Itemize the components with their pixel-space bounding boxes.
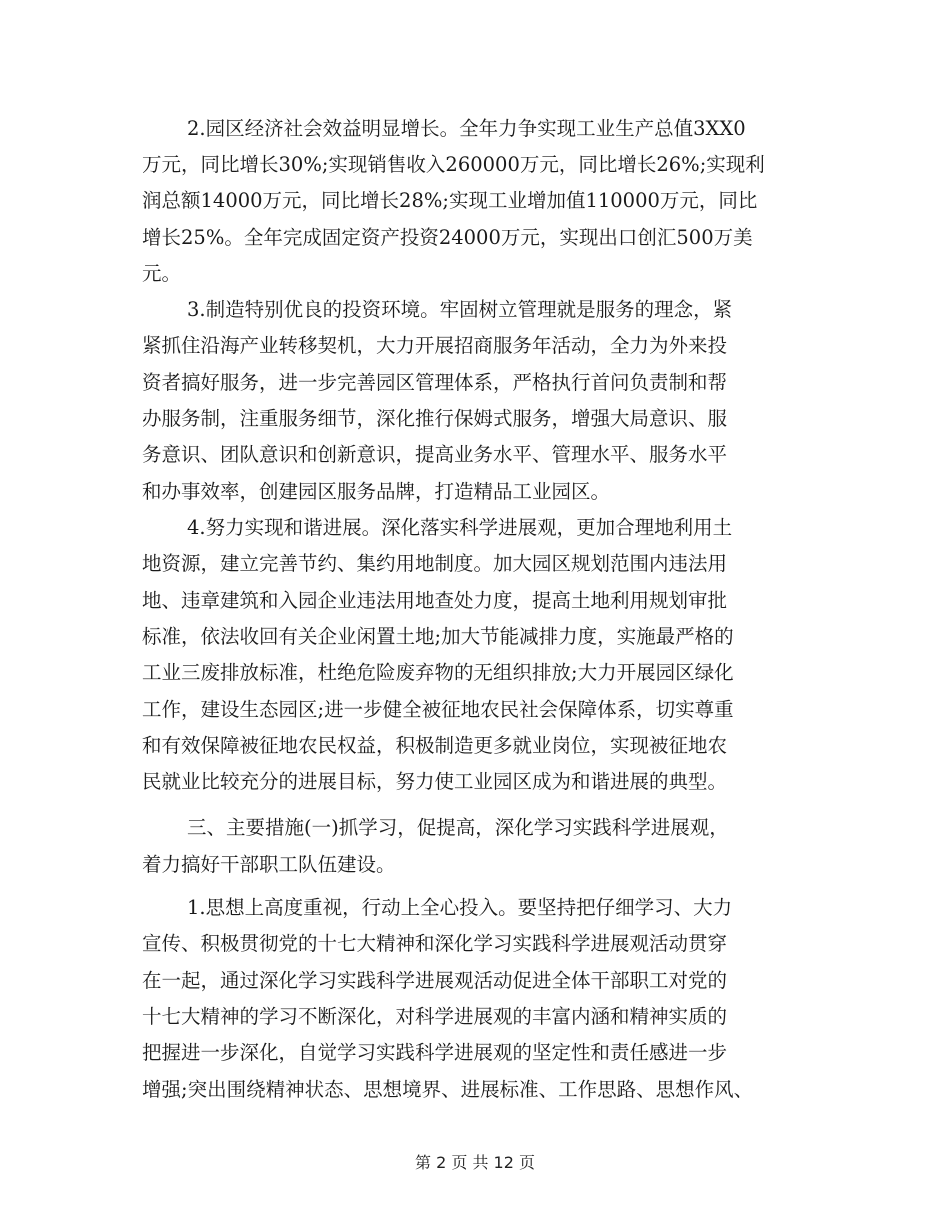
text-line: 务意识、团队意识和创新意识，提高业务水平、管理水平、服务水平 bbox=[142, 443, 728, 466]
section-heading: 着力搞好干部职工队伍建设。 bbox=[142, 853, 396, 876]
text-line: 在一起，通过深化学习实践科学进展观活动促进全体干部职工对党的 bbox=[142, 969, 728, 992]
text-line: 地资源，建立完善节约、集约用地制度。加大园区规划范围内违法用 bbox=[142, 552, 728, 575]
text-line: 工业三废排放标准，杜绝危险废弃物的无组织排放;大力开展园区绿化 bbox=[142, 661, 734, 684]
text-line: 工作，建设生态园区;进一步健全被征地农民社会保障体系，切实尊重 bbox=[142, 698, 734, 721]
text-line: 把握进一步深化，自觉学习实践科学进展观的坚定性和责任感进一步 bbox=[142, 1041, 728, 1064]
text-line: 和有效保障被征地农民权益，积极制造更多就业岗位，实现被征地农 bbox=[142, 734, 728, 757]
text-line: 增强;突出围绕精神状态、思想境界、进展标准、工作思路、思想作风、 bbox=[142, 1078, 754, 1101]
text-line: 元。 bbox=[142, 262, 182, 285]
text-line: 2.园区经济社会效益明显增长。全年力争实现工业生产总值3XX0 bbox=[187, 117, 746, 140]
section-heading: 三、主要措施(一)抓学习，促提高，深化学习实践科学进展观， bbox=[187, 816, 729, 839]
text-line: 紧抓住沿海产业转移契机，大力开展招商服务年活动，全力为外来投 bbox=[142, 334, 728, 357]
text-line: 办服务制，注重服务细节，深化推行保姆式服务，增强大局意识、服 bbox=[142, 407, 728, 430]
text-line: 资者搞好服务，进一步完善园区管理体系，严格执行首问负责制和帮 bbox=[142, 371, 728, 394]
text-line: 和办事效率，创建园区服务品牌，打造精品工业园区。 bbox=[142, 480, 611, 503]
page-footer: 第 2 页 共 12 页 bbox=[415, 1153, 535, 1172]
text-line: 1.思想上高度重视，行动上全心投入。要坚持把仔细学习、大力 bbox=[187, 896, 733, 919]
text-line: 地、违章建筑和入园企业违法用地查处力度，提高土地利用规划审批 bbox=[142, 589, 728, 612]
text-line: 宣传、积极贯彻党的十七大精神和深化学习实践科学进展观活动贯穿 bbox=[142, 932, 728, 955]
text-line: 润总额14000万元，同比增长28%;实现工业增加值110000万元，同比 bbox=[142, 189, 758, 212]
text-line: 十七大精神的学习不断深化，对科学进展观的丰富内涵和精神实质的 bbox=[142, 1005, 728, 1028]
text-line: 4.努力实现和谐进展。深化落实科学进展观，更加合理地利用土 bbox=[187, 516, 733, 539]
text-line: 3.制造特别优良的投资环境。牢固树立管理就是服务的理念，紧 bbox=[187, 298, 733, 321]
text-line: 标准，依法收回有关企业闲置土地;加大节能减排力度，实施最严格的 bbox=[142, 625, 734, 648]
text-line: 万元，同比增长30%;实现销售收入260000万元，同比增长26%;实现利 bbox=[142, 153, 765, 176]
text-line: 增长25%。全年完成固定资产投资24000万元，实现出口创汇500万美 bbox=[142, 226, 753, 249]
text-line: 民就业比较充分的进展目标，努力使工业园区成为和谐进展的典型。 bbox=[142, 770, 728, 793]
